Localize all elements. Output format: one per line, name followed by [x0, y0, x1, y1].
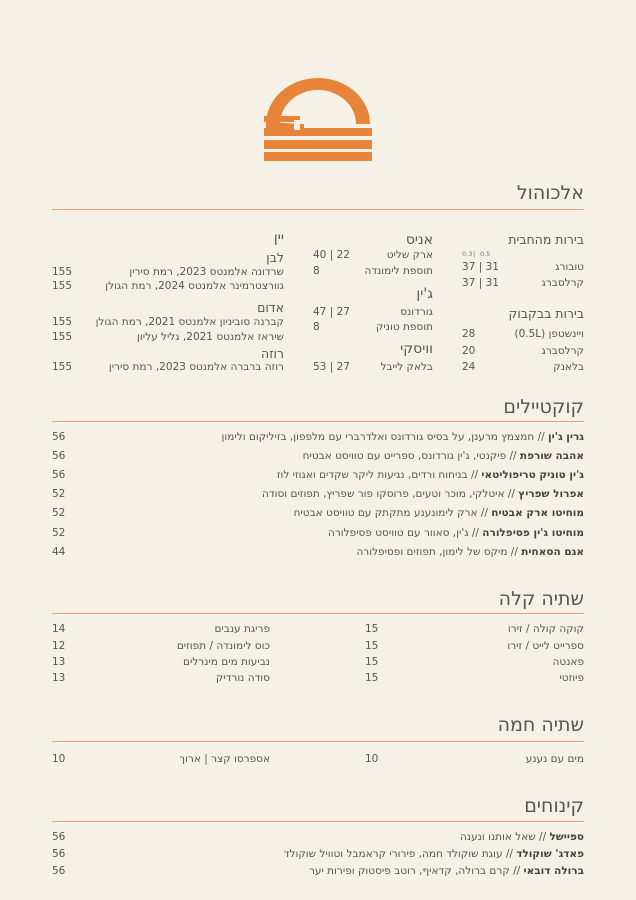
desserts-title: קינוחים: [524, 795, 584, 817]
dessert-desc: // שאל אותנו ונענה: [460, 831, 550, 843]
dessert-row: [52, 864, 584, 878]
soft-item-price: 15: [365, 640, 379, 652]
hot-item-name: מים עם נענע: [525, 753, 584, 765]
draft-item-price: 31 | 37: [462, 277, 499, 289]
soft-item-name: נביעות מים מינרלים: [183, 656, 270, 668]
cocktail-name: אהבה שורפת: [519, 450, 584, 462]
wine-item-price: 155: [52, 266, 73, 278]
cocktail-name: ג'ין טוניק טריפוליטאי: [481, 469, 584, 481]
cocktails-title: קוקטיילים: [503, 396, 584, 418]
bottle-beer-heading: בירות בבקבוק: [508, 306, 584, 321]
soft-item-price: 13: [52, 672, 66, 684]
cocktail-row: [52, 506, 584, 520]
cocktail-row: [52, 545, 584, 559]
draft-beer-heading: בירות מהחבית: [508, 232, 584, 247]
dessert-name: ברולה דובאי: [523, 865, 584, 877]
cocktail-price: 52: [52, 527, 66, 539]
anise-heading: אניס: [405, 232, 433, 248]
anise-item-name: ארק שליט: [386, 249, 433, 261]
soft-drinks-rule: [52, 613, 584, 614]
draft-item-name: קרלסברג: [541, 277, 584, 289]
dessert-row: [52, 847, 584, 861]
cocktail-price: 56: [52, 450, 66, 462]
soft-item-name: פריגת ענבים: [214, 623, 270, 635]
alcohol-title: אלכוהול: [516, 182, 584, 204]
draft-item-price: 31 | 37: [462, 261, 499, 273]
cocktail-row: [52, 449, 584, 463]
wine-item-name: רוזה ברברה אלמנטס 2023, רמת סירין: [108, 361, 284, 373]
soft-item-price: 14: [52, 623, 66, 635]
anise-item-name: תוספת לימונדה: [364, 265, 433, 277]
gin-heading: ג'ין: [416, 286, 433, 302]
hot-drinks-rule: [52, 741, 584, 742]
wine-item-name: גוורצטרמינר אלמנטס 2024, רמת הגולן: [105, 280, 284, 292]
cocktail-desc: // פיקנטי, ג'ין גורדונס, ספרייט עם טוויסט אבטיח: [302, 450, 520, 462]
cocktail-price: 56: [52, 469, 66, 481]
soft-item-price: 15: [365, 672, 379, 684]
soft-item-name: כוס לימונדה / תפוזים: [176, 640, 270, 652]
bottle-item-price: 20: [462, 345, 476, 357]
anise-item-price: 22 | 40: [313, 249, 350, 261]
bottle-item-name: ויינשטפן (0.5L): [514, 328, 584, 340]
alcohol-rule: [52, 209, 584, 210]
dessert-price: 56: [52, 848, 66, 860]
whisky-heading: וויסקי: [400, 341, 433, 357]
cocktail-desc: // מיקס של לימון, תפוזים ופסיפלורה: [356, 546, 522, 558]
anise-item-price: 8: [313, 265, 320, 277]
wine-item-price: 155: [52, 361, 73, 373]
cocktail-name: מוחיטו ג'ין פסיפלורה: [482, 527, 584, 539]
bottle-item-price: 28: [462, 328, 476, 340]
dessert-price: 56: [52, 865, 66, 877]
cocktail-price: 52: [52, 488, 66, 500]
soft-drinks-title: שתיה קלה: [498, 588, 584, 610]
cocktail-row: [52, 430, 584, 444]
dessert-name: ספיישל: [549, 831, 584, 843]
whisky-item-name: בלאק לייבל: [380, 361, 433, 373]
hot-item-name: אספרסו קצר | ארוך: [179, 753, 270, 765]
soft-item-name: סודה נורדיק: [215, 672, 270, 684]
hot-item-price: 10: [365, 753, 379, 765]
draft-size-small: 0.3: [462, 250, 473, 258]
dessert-name: פאדג' שוקולד: [516, 848, 584, 860]
wine-item-name: קברנה סוביניון אלמנטס 2021, רמת הגולן: [95, 316, 284, 328]
cocktail-desc: // חמצמץ מרענן, על בסיס גורדונס ואלדרברי עם מלפפון, בזיליקום ולימון: [221, 431, 549, 443]
burger-logo: [264, 74, 372, 162]
dessert-row: [52, 830, 584, 844]
cocktail-desc: // ארק לימונענע מתקתק עם טוויסט אבטיח: [293, 507, 492, 519]
cocktail-row: [52, 487, 584, 501]
red-wine-heading: אדום: [257, 300, 284, 315]
soft-item-name: ספרייט לייט / זירו: [507, 640, 584, 652]
cocktail-desc: // איטלקי, מוכר וטעים, פרוסקו פור שפריץ, תפוזים וסודה: [262, 488, 519, 500]
dessert-desc: // עוגת שוקולד חמה, פירורי קראמבל וטוויל שוקולד: [283, 848, 517, 860]
wine-item-name: שיראז אלמנטס 2021, גליל עליון: [137, 331, 284, 343]
cocktail-price: 56: [52, 431, 66, 443]
gin-item-name: גורדונס: [400, 306, 433, 318]
draft-item-name: טובורג: [555, 261, 584, 273]
wine-heading: יין: [273, 230, 284, 246]
dessert-desc: // קרם ברולה, קדאיף, רוטב פיסטוק ופירות יער: [308, 865, 524, 877]
soft-item-price: 12: [52, 640, 66, 652]
cocktail-name: גרין ג'ין: [548, 431, 584, 443]
rose-wine-heading: רוזה: [261, 346, 284, 361]
cocktail-row: [52, 468, 584, 482]
bottle-item-name: בלאנק: [553, 361, 584, 373]
gin-item-price: 8: [313, 321, 320, 333]
white-wine-heading: לבן: [266, 250, 284, 265]
soft-item-price: 15: [365, 656, 379, 668]
soft-item-name: פיוזטי: [559, 672, 584, 684]
cocktail-price: 44: [52, 546, 66, 558]
desserts-rule: [52, 821, 584, 822]
whisky-item-price: 27 | 53: [313, 361, 350, 373]
hot-drinks-title: שתיה חמה: [497, 714, 584, 736]
dessert-price: 56: [52, 831, 66, 843]
soft-item-name: קוקה קולה / זירו: [507, 623, 584, 635]
gin-item-name: תוספת טוניק: [375, 321, 433, 333]
cocktail-name: אפרול שפריץ: [518, 488, 584, 500]
wine-item-price: 155: [52, 280, 73, 292]
draft-size-large: 0.5: [480, 250, 491, 258]
hot-item-price: 10: [52, 753, 66, 765]
wine-item-price: 155: [52, 316, 73, 328]
cocktail-price: 52: [52, 507, 66, 519]
wine-item-price: 155: [52, 331, 73, 343]
soft-item-name: פאנטה: [552, 656, 584, 668]
gin-item-price: 27 | 47: [313, 306, 350, 318]
cocktail-row: [52, 526, 584, 540]
bottle-item-price: 24: [462, 361, 476, 373]
bottle-item-name: קרלסברג: [541, 345, 584, 357]
wine-item-name: שרדונה אלמנטס 2023, רמת סירין: [129, 266, 284, 278]
cocktails-rule: [52, 421, 584, 422]
cocktail-desc: // ג'ין, סאוור עם טוויסט פסיפלורה: [328, 527, 483, 539]
cocktail-name: אגם הסאחית: [521, 546, 584, 558]
cocktail-name: מוחיטו ארק אבטיח: [491, 507, 584, 519]
soft-item-price: 15: [365, 623, 379, 635]
cocktail-desc: // בניחוח ורדים, נגיעות ליקר שקדים ואגוזי לוז: [276, 469, 482, 481]
soft-item-price: 13: [52, 656, 66, 668]
